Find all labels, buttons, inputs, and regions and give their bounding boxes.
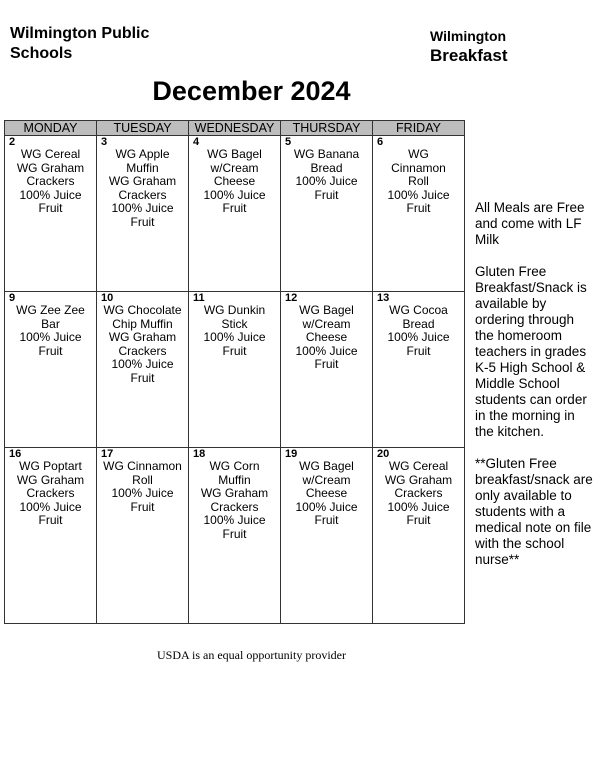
day-menu bbox=[189, 148, 280, 216]
day-number: 9 bbox=[9, 292, 16, 304]
menu-item-line: 100% Juice bbox=[203, 187, 266, 202]
menu-item-line: Bar bbox=[41, 316, 60, 331]
menu-item-line: Stick bbox=[221, 316, 248, 331]
day-menu bbox=[97, 460, 188, 514]
menu-item-line: Cinnamon bbox=[391, 160, 446, 175]
day-number: 16 bbox=[9, 448, 22, 460]
menu-item-line: Muffin bbox=[218, 472, 251, 487]
day-cell bbox=[5, 448, 97, 624]
menu-item-line: 100% Juice bbox=[203, 330, 266, 345]
weekday-header-monday: MONDAY bbox=[5, 121, 97, 136]
menu-item-line: 100% Juice bbox=[19, 330, 82, 345]
menu-item-line: w/Cream bbox=[302, 472, 351, 487]
day-menu bbox=[281, 148, 372, 202]
menu-item-line: WG Cinnamon bbox=[103, 459, 182, 473]
menu-item-line: WG Zee Zee bbox=[16, 303, 85, 317]
day-cell bbox=[97, 448, 189, 624]
menu-item-line: WG Bagel bbox=[207, 147, 262, 161]
menu-type-line1: Wilmington bbox=[430, 28, 507, 44]
menu-item-line: WG Corn bbox=[209, 459, 260, 473]
side-note-gluten-free: Gluten Free Breakfast/Snack is available by ordering through the homeroom teachers in grades K-5 High School & Middle School students can order in the morning in the kitchen. bbox=[475, 264, 587, 439]
menu-item-line: Fruit bbox=[222, 201, 247, 216]
menu-item-line: 100% Juice bbox=[295, 174, 358, 189]
district-name bbox=[10, 24, 210, 64]
menu-item-line: WG Graham bbox=[108, 174, 177, 189]
menu-item-line: Crackers bbox=[210, 499, 259, 514]
menu-type bbox=[430, 26, 508, 66]
menu-type-line2: Breakfast bbox=[430, 46, 508, 65]
day-cell bbox=[97, 136, 189, 292]
menu-item-line: Fruit bbox=[314, 187, 339, 202]
menu-item-line: WG Apple bbox=[115, 147, 170, 161]
menu-item-line: Roll bbox=[408, 174, 429, 189]
menu-item-line: Fruit bbox=[38, 201, 63, 216]
menu-item-line: Muffin bbox=[126, 160, 159, 175]
menu-item-line: WG Banana bbox=[293, 147, 360, 161]
day-cell bbox=[281, 448, 373, 624]
day-cell bbox=[373, 292, 465, 448]
menu-item-line: 100% Juice bbox=[295, 343, 358, 358]
menu-item-line: WG Poptart bbox=[19, 459, 82, 473]
day-menu bbox=[373, 148, 464, 216]
day-cell bbox=[5, 292, 97, 448]
menu-calendar bbox=[4, 120, 465, 624]
day-menu bbox=[189, 460, 280, 542]
side-note-medical: **Gluten Free breakfast/snack are only available to students with a medical note on file with the school nurse** bbox=[475, 456, 593, 567]
menu-item-line: Chip Muffin bbox=[112, 316, 173, 331]
menu-item-line: Fruit bbox=[130, 214, 155, 229]
menu-item-line: 100% Juice bbox=[19, 187, 82, 202]
menu-item-line: Fruit bbox=[314, 513, 339, 528]
side-notes bbox=[475, 200, 595, 584]
day-menu bbox=[97, 148, 188, 230]
menu-item-line: WG Chocolate bbox=[103, 303, 182, 317]
menu-item-line: Cheese bbox=[213, 174, 256, 189]
day-number: 10 bbox=[101, 292, 114, 304]
side-note-meals: All Meals are Free and come with LF Milk bbox=[475, 200, 585, 247]
menu-item-line: Fruit bbox=[314, 357, 339, 372]
menu-item-line: 100% Juice bbox=[111, 486, 174, 501]
menu-item-line: WG Bagel bbox=[299, 303, 354, 317]
day-cell bbox=[281, 292, 373, 448]
menu-item-line: WG Cocoa bbox=[389, 303, 448, 317]
menu-item-line: WG Cereal bbox=[388, 459, 449, 473]
day-cell bbox=[373, 136, 465, 292]
menu-item-line: 100% Juice bbox=[387, 187, 450, 202]
day-number: 4 bbox=[193, 136, 200, 148]
weekday-header-thursday: THURSDAY bbox=[281, 121, 373, 136]
menu-item-line: Fruit bbox=[406, 513, 431, 528]
menu-item-line: Fruit bbox=[222, 526, 247, 541]
menu-item-line: WG Graham bbox=[200, 486, 269, 501]
menu-item-line: WG bbox=[408, 147, 429, 161]
menu-item-line: WG Graham bbox=[108, 330, 177, 345]
menu-item-line: 100% Juice bbox=[19, 499, 82, 514]
menu-item-line: Cheese bbox=[305, 330, 348, 345]
day-number: 13 bbox=[377, 292, 390, 304]
menu-item-line: Crackers bbox=[118, 343, 167, 358]
week-row bbox=[5, 136, 465, 292]
menu-item-line: 100% Juice bbox=[387, 330, 450, 345]
menu-item-line: WG Bagel bbox=[299, 459, 354, 473]
weekday-header-tuesday: TUESDAY bbox=[97, 121, 189, 136]
weekday-header-friday: FRIDAY bbox=[373, 121, 465, 136]
menu-item-line: Crackers bbox=[394, 486, 443, 501]
day-number: 5 bbox=[285, 136, 292, 148]
menu-item-line: Bread bbox=[310, 160, 343, 175]
day-cell bbox=[189, 292, 281, 448]
day-menu bbox=[373, 304, 464, 358]
menu-item-line: Fruit bbox=[406, 201, 431, 216]
menu-item-line: 100% Juice bbox=[203, 513, 266, 528]
menu-item-line: Crackers bbox=[26, 486, 75, 501]
day-menu bbox=[5, 304, 96, 358]
menu-item-line: w/Cream bbox=[302, 316, 351, 331]
menu-item-line: Crackers bbox=[118, 187, 167, 202]
day-menu bbox=[189, 304, 280, 358]
day-number: 2 bbox=[9, 136, 16, 148]
menu-item-line: Fruit bbox=[130, 499, 155, 514]
day-number: 11 bbox=[193, 292, 205, 304]
menu-item-line: Roll bbox=[132, 472, 153, 487]
day-menu bbox=[281, 460, 372, 528]
menu-item-line: Bread bbox=[402, 316, 435, 331]
day-menu bbox=[97, 304, 188, 386]
day-number: 3 bbox=[101, 136, 108, 148]
footer-notice: USDA is an equal opportunity provider bbox=[157, 648, 346, 662]
menu-item-line: WG Graham bbox=[16, 472, 85, 487]
weekday-header-wednesday: WEDNESDAY bbox=[189, 121, 281, 136]
day-menu bbox=[5, 460, 96, 528]
menu-item-line: 100% Juice bbox=[295, 499, 358, 514]
day-menu bbox=[373, 460, 464, 528]
menu-item-line: w/Cream bbox=[210, 160, 259, 175]
day-menu bbox=[281, 304, 372, 372]
week-row bbox=[5, 292, 465, 448]
day-number: 20 bbox=[377, 448, 390, 460]
day-cell bbox=[373, 448, 465, 624]
menu-item-line: Fruit bbox=[38, 513, 63, 528]
week-row bbox=[5, 448, 465, 624]
day-number: 18 bbox=[193, 448, 206, 460]
menu-item-line: WG Graham bbox=[384, 472, 453, 487]
menu-item-line: Fruit bbox=[130, 370, 155, 385]
day-cell bbox=[189, 136, 281, 292]
menu-item-line: WG Dunkin bbox=[203, 303, 266, 317]
district-name-line1: Wilmington Public bbox=[10, 25, 150, 42]
day-number: 6 bbox=[377, 136, 384, 148]
day-menu bbox=[5, 148, 96, 216]
menu-item-line: 100% Juice bbox=[387, 499, 450, 514]
page-title: December 2024 bbox=[152, 76, 351, 106]
menu-item-line: Cheese bbox=[305, 486, 348, 501]
menu-item-line: WG Cereal bbox=[20, 147, 81, 161]
menu-item-line: 100% Juice bbox=[111, 201, 174, 216]
menu-item-line: Fruit bbox=[222, 343, 247, 358]
day-cell bbox=[5, 136, 97, 292]
district-name-line2: Schools bbox=[10, 45, 73, 62]
menu-item-line: Fruit bbox=[406, 343, 431, 358]
day-number: 17 bbox=[101, 448, 114, 460]
day-cell bbox=[97, 292, 189, 448]
day-number: 12 bbox=[285, 292, 298, 304]
menu-item-line: Fruit bbox=[38, 343, 63, 358]
menu-item-line: WG Graham bbox=[16, 160, 85, 175]
menu-item-line: Crackers bbox=[26, 174, 75, 189]
day-number: 19 bbox=[285, 448, 298, 460]
day-cell bbox=[189, 448, 281, 624]
menu-item-line: 100% Juice bbox=[111, 357, 174, 372]
weekday-header-row bbox=[5, 121, 465, 136]
day-cell bbox=[281, 136, 373, 292]
